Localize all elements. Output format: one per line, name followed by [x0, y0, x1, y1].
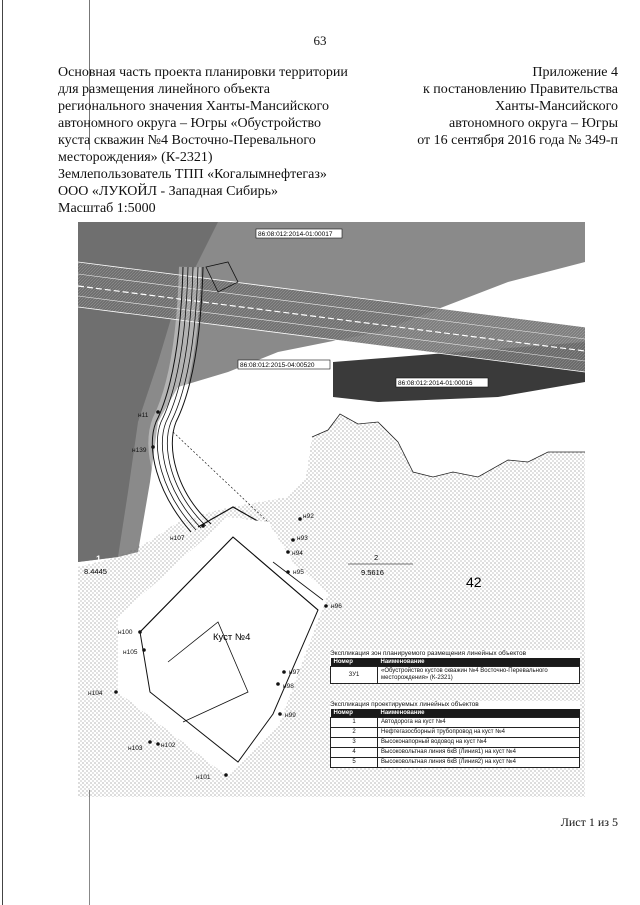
document-title-block: [58, 64, 378, 217]
appendix-block: [368, 64, 618, 149]
objects-legend: [330, 701, 580, 768]
point-label: н139: [132, 447, 147, 454]
point-label: н99: [285, 712, 296, 719]
legend-cell: 3: [331, 738, 378, 748]
legend-cell: Автодорога на куст №4: [378, 718, 580, 728]
table-row: [331, 728, 580, 738]
legend-cell: 5: [331, 758, 378, 768]
title-line: куста скважин №4 Восточно-Перевального: [58, 133, 316, 148]
table-row: [331, 748, 580, 758]
point-label: н105: [123, 649, 138, 656]
zones-legend: [330, 650, 580, 684]
point-label: н102: [161, 742, 176, 749]
appendix-line: от 16 сентября 2016 года № 349-п: [417, 133, 618, 148]
point-label: н103: [128, 745, 143, 752]
legend-cell: Высоконапорный водовод на куст №4: [378, 738, 580, 748]
appendix-line: Приложение 4: [532, 65, 618, 80]
point-label: н94: [292, 550, 303, 557]
legend-cell: 2: [331, 728, 378, 738]
sheet-number: Лист 1 из 5: [560, 815, 618, 829]
point-label: н95: [293, 569, 304, 576]
legend-cell: Высоковольтная линия 6кВ (Линия1) на куст №4: [378, 748, 580, 758]
table-row: [331, 738, 580, 748]
segment-length: 8.4445: [84, 567, 107, 576]
table-row: [331, 667, 580, 684]
land-user-line: Землепользователь ТПП «Когалымнефтегаз»: [58, 167, 327, 182]
legend-table: [330, 709, 580, 768]
company-line: ООО «ЛУКОЙЛ - Западная Сибирь»: [58, 184, 278, 199]
segment-number: 2: [374, 553, 379, 562]
title-line: автономного округа – Югры «Обустройство: [58, 116, 322, 131]
legend-cell: 1: [331, 718, 378, 728]
cadastral-label: 86:08:012:2014-01:00017: [258, 231, 333, 238]
point-label: н101: [196, 774, 211, 781]
cadastral-label: 86:08:012:2015-04:00520: [240, 362, 315, 369]
legend-header: Номер: [331, 709, 378, 718]
appendix-line: Ханты-Мансийского: [494, 99, 618, 114]
page-number: 63: [313, 33, 327, 48]
pad-label: Куст №4: [213, 632, 251, 643]
legend-header: Номер: [331, 658, 378, 667]
point-label: н96: [331, 603, 342, 610]
legend-title: Экспликация зон планируемого размещения линейных объектов: [330, 650, 527, 657]
title-line: регионального значения Ханты-Мансийского: [58, 99, 329, 114]
point-label: н98: [283, 683, 294, 690]
point-label: н97: [289, 669, 300, 676]
legend-header: Наименование: [378, 658, 580, 667]
point-label: н11: [138, 412, 149, 419]
scan-edge: [2, 0, 3, 905]
title-line: для размещения линейного объекта: [58, 82, 270, 97]
legend-cell: Высоковольтная линия 6кВ (Линия2) на куст №4: [378, 758, 580, 768]
legend-table: [330, 658, 580, 684]
segment-length: 9.5616: [361, 568, 384, 577]
point-label: н93: [297, 535, 308, 542]
table-row: [331, 718, 580, 728]
legend-cell: «Обустройство кустов скважин №4 Восточно-Перевального месторождения» (К-2321): [378, 667, 580, 684]
point-label: н100: [118, 629, 133, 636]
legend-header: Наименование: [378, 709, 580, 718]
table-row: [331, 758, 580, 768]
point-label: н107: [170, 535, 185, 542]
legend-cell: Нефтегазосборный трубопровод на куст №4: [378, 728, 580, 738]
point-label: н104: [88, 690, 103, 697]
legend-cell: 4: [331, 748, 378, 758]
segment-number: 1: [96, 554, 102, 564]
legend-title: Экспликация проектируемых линейных объектов: [330, 701, 479, 708]
appendix-line: автономного округа – Югры: [449, 116, 618, 131]
legend-cell: ЗУ1: [331, 667, 378, 684]
title-line: месторождения» (К-2321): [58, 150, 213, 165]
scale-line: Масштаб 1:5000: [58, 201, 156, 216]
zone-label: 42: [466, 574, 482, 590]
point-label: н92: [303, 513, 314, 520]
cadastral-label: 86:08:012:2014-01:00016: [398, 380, 473, 387]
title-line: Основная часть проекта планировки территории: [58, 65, 348, 80]
scan-line: [89, 790, 90, 905]
appendix-line: к постановлению Правительства: [422, 82, 618, 97]
